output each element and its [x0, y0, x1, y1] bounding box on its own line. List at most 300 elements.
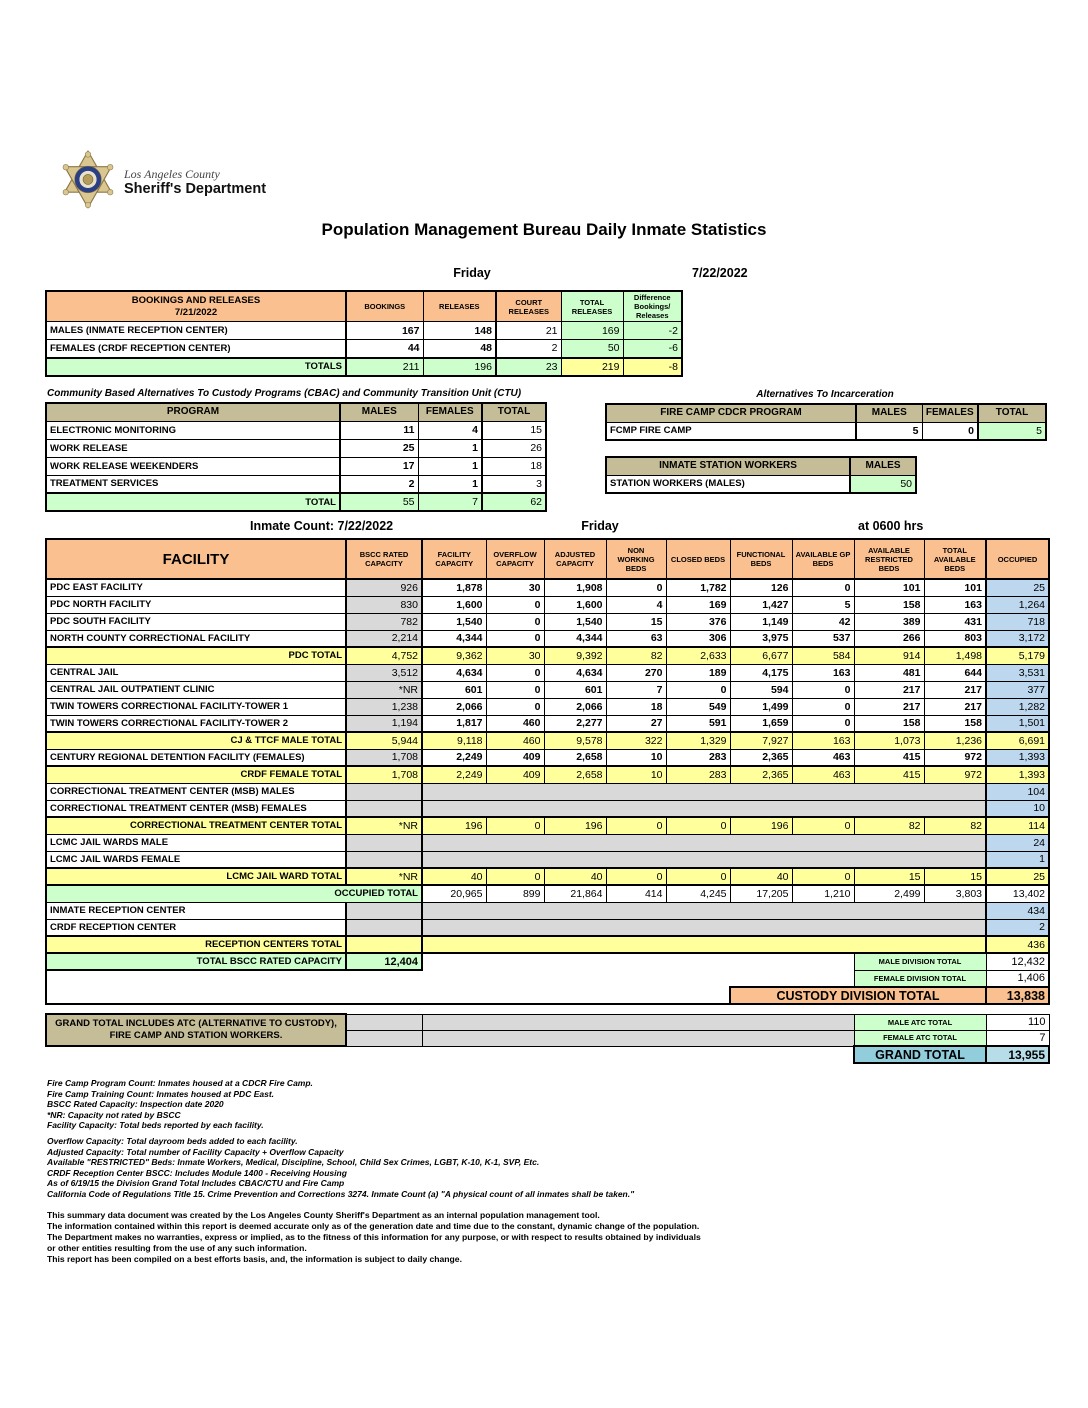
cell-value: 30: [486, 579, 544, 596]
cell-value: 21,864: [544, 885, 606, 902]
table-row: [46, 630, 1049, 647]
column-header: FIRE CAMP CDCR PROGRAM: [606, 404, 856, 422]
cell-bscc: 830: [346, 596, 422, 613]
cell-court-releases: 23: [496, 358, 561, 376]
program-label: TREATMENT SERVICES: [46, 475, 340, 493]
cell-value: 169: [666, 596, 730, 613]
merged-cell: [422, 902, 986, 919]
cell-bscc: [346, 902, 422, 919]
program-label: STATION WORKERS (MALES): [606, 475, 850, 493]
footnote-line: As of 6/19/15 the Division Grand Total Includes CBAC/CTU and Fire Camp: [47, 1178, 345, 1189]
merged-cell: [422, 800, 986, 817]
footnote-line: Adjusted Capacity: Total number of Facility Capacity + Overflow Capacity: [47, 1146, 344, 1157]
cell-occupied: 3,172: [986, 630, 1049, 647]
table-row: [46, 647, 1049, 664]
cell-value: 415: [854, 766, 924, 783]
cell-value: 0: [666, 868, 730, 885]
table-row: [46, 613, 1049, 630]
cell-bscc: [346, 834, 422, 851]
column-header: INMATE STATION WORKERS: [606, 457, 850, 475]
column-header: FACILITY CAPACITY: [422, 539, 486, 579]
column-header: MALES: [340, 403, 418, 421]
cell-bscc: 2,214: [346, 630, 422, 647]
cell-value: 6,677: [730, 647, 792, 664]
cell-bscc: 1,238: [346, 698, 422, 715]
cell-occupied: 6,691: [986, 732, 1049, 749]
report-date: 7/22/2022: [692, 266, 748, 280]
cell-occupied: 25: [986, 579, 1049, 596]
facility-label: TWIN TOWERS CORRECTIONAL FACILITY-TOWER 2: [46, 715, 346, 732]
bscc-total-label: TOTAL BSCC RATED CAPACITY: [46, 953, 346, 970]
column-header: RELEASES: [423, 291, 496, 322]
table-row: [46, 800, 1049, 817]
cell-value: 42: [792, 613, 854, 630]
table-row: [46, 664, 1049, 681]
cell-value: 18: [606, 698, 666, 715]
total-label: PDC TOTAL: [46, 647, 346, 664]
cell-value: 0: [486, 698, 544, 715]
cell-value: 409: [486, 749, 544, 766]
cell-total: 3: [482, 475, 546, 493]
cell-value: 40: [422, 868, 486, 885]
facility-label: CENTRAL JAIL: [46, 664, 346, 681]
cell-females: 0: [922, 422, 978, 440]
table-row: [46, 868, 1049, 885]
station-workers-table: [605, 456, 917, 494]
table-row: [46, 1014, 1049, 1030]
cbac-table: [45, 402, 547, 512]
cell-bscc: 3,512: [346, 664, 422, 681]
cell-value: 63: [606, 630, 666, 647]
table-row: [46, 322, 682, 340]
table-row: [46, 579, 1049, 596]
cell-value: 17,205: [730, 885, 792, 902]
cell-value: 431: [924, 613, 986, 630]
column-header: MALES: [850, 457, 916, 475]
bookings-header: [46, 291, 346, 322]
facility-label: TWIN TOWERS CORRECTIONAL FACILITY-TOWER 1: [46, 698, 346, 715]
cell-value: 601: [422, 681, 486, 698]
cell-value: 217: [854, 698, 924, 715]
table-row: [46, 987, 1049, 1004]
spacer: [46, 970, 854, 987]
table-row: [46, 749, 1049, 766]
cell-value: 0: [486, 630, 544, 647]
cell-value: 0: [792, 817, 854, 834]
cell-occupied: 718: [986, 613, 1049, 630]
cell-value: 2,499: [854, 885, 924, 902]
footnote-line: Overflow Capacity: Total dayroom beds added to each facility.: [47, 1135, 298, 1146]
cell-males: 11: [340, 421, 418, 439]
cell-value: 15: [854, 868, 924, 885]
atc-total-value: 7: [986, 1030, 1049, 1046]
table-row: [46, 493, 546, 511]
cell-difference: -2: [623, 322, 682, 340]
inmate-count-label: Inmate Count: 7/22/2022: [250, 519, 394, 533]
cell-bscc: *NR: [346, 868, 422, 885]
cell-total-releases: 50: [561, 340, 623, 358]
custody-division-total-value: 13,838: [986, 987, 1049, 1004]
spacer-cell: [346, 1030, 422, 1046]
column-header: MALES: [856, 404, 922, 422]
cell-value: 7: [606, 681, 666, 698]
column-header: ADJUSTED CAPACITY: [544, 539, 606, 579]
column-header: NON WORKING BEDS: [606, 539, 666, 579]
cell-value: 0: [792, 579, 854, 596]
cell-value: 463: [792, 766, 854, 783]
cell-value: 4,634: [544, 664, 606, 681]
footnote-line: Available "RESTRICTED" Beds: Inmate Workers, Medical, Discipline, School, Child Sex Crimes, LGBT, K-10, K-1, SVP, Etc.: [47, 1157, 540, 1168]
cell-value: 1,600: [422, 596, 486, 613]
cell-value: 1,540: [422, 613, 486, 630]
spacer: [46, 1046, 854, 1063]
atc-total-label: FEMALE ATC TOTAL: [854, 1030, 986, 1046]
division-total-value: 1,406: [986, 970, 1049, 987]
cell-occupied: 1: [986, 851, 1049, 868]
cell-value: 0: [666, 817, 730, 834]
facility-label: CORRECTIONAL TREATMENT CENTER (MSB) MALES: [46, 783, 346, 800]
table-row: [46, 715, 1049, 732]
footnote-line: CRDF Reception Center BSCC: Includes Module 1400 - Receiving Housing: [47, 1167, 347, 1178]
disclaimer-line: This report has been compiled on a best efforts basis, and, the information is subject to daily change.: [47, 1254, 462, 1264]
cell-total: 26: [482, 439, 546, 457]
cell-value: 1,427: [730, 596, 792, 613]
column-header: FEMALES: [922, 404, 978, 422]
total-label: CORRECTIONAL TREATMENT CENTER TOTAL: [46, 817, 346, 834]
atc-total-value: 110: [986, 1014, 1049, 1030]
cell-value: 3,975: [730, 630, 792, 647]
table-row: [46, 732, 1049, 749]
facility-label: INMATE RECEPTION CENTER: [46, 902, 346, 919]
footnote-line: Fire Camp Training Count: Inmates housed at PDC East.: [47, 1088, 275, 1099]
total-label: CJ & TTCF MALE TOTAL: [46, 732, 346, 749]
cell-value: 601: [544, 681, 606, 698]
cell-value: 1,540: [544, 613, 606, 630]
facility-label: CORRECTIONAL TREATMENT CENTER (MSB) FEMALES: [46, 800, 346, 817]
program-label: ELECTRONIC MONITORING: [46, 421, 340, 439]
cell-releases: 48: [423, 340, 496, 358]
cell-value: 0: [486, 817, 544, 834]
cell-value: 4: [606, 596, 666, 613]
cell-value: 2,365: [730, 749, 792, 766]
cell-value: 0: [486, 664, 544, 681]
cell-value: 10: [606, 749, 666, 766]
table-row: [46, 421, 546, 439]
bookings-header-date: 7/21/2022: [174, 306, 218, 318]
cell-value: 2,249: [422, 749, 486, 766]
table-row: [46, 902, 1049, 919]
cell-value: 2,277: [544, 715, 606, 732]
table-row: [46, 817, 1049, 834]
cell-bookings: 44: [346, 340, 423, 358]
cell-value: 415: [854, 749, 924, 766]
cell-value: 1,073: [854, 732, 924, 749]
column-header: TOTAL: [978, 404, 1046, 422]
cell-releases: 148: [423, 322, 496, 340]
cell-value: 549: [666, 698, 730, 715]
merged-cell: [422, 919, 986, 936]
cell-bscc-empty: [346, 936, 422, 953]
division-total-value: 12,432: [986, 953, 1049, 970]
cell-bookings: 167: [346, 322, 423, 340]
cell-value: 82: [606, 647, 666, 664]
cell-value: 322: [606, 732, 666, 749]
cell-bscc: 782: [346, 613, 422, 630]
table-row: [46, 439, 546, 457]
cell-total: 15: [482, 421, 546, 439]
cell-value: 460: [486, 715, 544, 732]
table-row: [606, 457, 916, 475]
cell-occupied: 1,264: [986, 596, 1049, 613]
cell-value: 163: [792, 732, 854, 749]
facility-label: CRDF RECEPTION CENTER: [46, 919, 346, 936]
cell-value: 2,249: [422, 766, 486, 783]
cell-value: 217: [924, 698, 986, 715]
cell-value: 0: [606, 579, 666, 596]
cell-value: 1,210: [792, 885, 854, 902]
cell-value: 82: [854, 817, 924, 834]
cell-value: 594: [730, 681, 792, 698]
facility-label: PDC EAST FACILITY: [46, 579, 346, 596]
column-header: TOTAL RELEASES: [561, 291, 623, 322]
cell-value: 82: [924, 817, 986, 834]
total-label: CRDF FEMALE TOTAL: [46, 766, 346, 783]
cell-value: 15: [924, 868, 986, 885]
cell-value: 0: [606, 868, 666, 885]
cell-value: 1,782: [666, 579, 730, 596]
ati-title: Alternatives To Incarceration: [756, 389, 894, 400]
program-label: WORK RELEASE: [46, 439, 340, 457]
cell-value: 0: [666, 681, 730, 698]
table-row: [606, 422, 1046, 440]
cell-value: 1,236: [924, 732, 986, 749]
cell-value: 4,175: [730, 664, 792, 681]
column-header: Difference Bookings/ Releases: [623, 291, 682, 322]
cell-bscc: [346, 851, 422, 868]
lasd-logo: [60, 150, 266, 215]
cell-occupied: 25: [986, 868, 1049, 885]
table-row: [46, 403, 546, 421]
cbac-title: Community Based Alternatives To Custody Programs (CBAC) and Community Transition Unit (CTU): [47, 388, 522, 399]
cell-value: 15: [606, 613, 666, 630]
division-total-label: MALE DIVISION TOTAL: [854, 953, 986, 970]
cell-value: 0: [792, 868, 854, 885]
cell-value: 389: [854, 613, 924, 630]
total-label: LCMC JAIL WARD TOTAL: [46, 868, 346, 885]
cell-value: 0: [486, 613, 544, 630]
cell-value: 0: [792, 681, 854, 698]
cell-occupied: 13,402: [986, 885, 1049, 902]
footnote-line: California Code of Regulations Title 15. Crime Prevention and Corrections 3274. Inmate Count (a) "A physical count of all inmates shall be taken.": [47, 1188, 635, 1199]
bookings-table: [45, 290, 683, 377]
table-row: [46, 919, 1049, 936]
cell-value: 163: [792, 664, 854, 681]
cell-total: 5: [978, 422, 1046, 440]
footnotes: [47, 1078, 1037, 1200]
spacer-cell: [422, 1014, 854, 1030]
cell-value: 217: [854, 681, 924, 698]
cell-value: 0: [486, 868, 544, 885]
cell-value: 283: [666, 766, 730, 783]
cell-females: 1: [418, 475, 482, 493]
merged-cell: [422, 783, 986, 800]
cell-bscc: 1,194: [346, 715, 422, 732]
cell-value: 2,658: [544, 749, 606, 766]
cell-occupied: 2: [986, 919, 1049, 936]
facility-label: CENTRAL JAIL OUTPATIENT CLINIC: [46, 681, 346, 698]
cell-value: 20,965: [422, 885, 486, 902]
cell-value: 481: [854, 664, 924, 681]
cell-value: 270: [606, 664, 666, 681]
cell-males: 50: [850, 475, 916, 493]
cell-value: 196: [422, 817, 486, 834]
table-row: [46, 291, 682, 322]
weekday-label: Friday: [453, 266, 491, 280]
cell-value: 7,927: [730, 732, 792, 749]
cell-occupied: 1,393: [986, 766, 1049, 783]
bookings-header-line: BOOKINGS AND RELEASES: [131, 295, 261, 307]
cell-value: 460: [486, 732, 544, 749]
column-header: TOTAL: [482, 403, 546, 421]
column-header: CLOSED BEDS: [666, 539, 730, 579]
spacer: [422, 953, 854, 970]
cell-value: 40: [730, 868, 792, 885]
disclaimer-line: or other entities resulting from the use of any such information.: [47, 1243, 307, 1253]
cell-males: 5: [856, 422, 922, 440]
cell-value: 196: [730, 817, 792, 834]
cell-occupied: 434: [986, 902, 1049, 919]
program-label: WORK RELEASE WEEKENDERS: [46, 457, 340, 475]
cell-value: 0: [792, 715, 854, 732]
merged-cell: [422, 851, 986, 868]
row-label: MALES (INMATE RECEPTION CENTER): [46, 322, 346, 340]
grand-total-table: [45, 1013, 1050, 1064]
logo-county-text: Los Angeles County: [124, 167, 220, 181]
spacer-cell: [422, 1030, 854, 1046]
column-header: OCCUPIED: [986, 539, 1049, 579]
cell-value: 2,066: [544, 698, 606, 715]
row-label: FEMALES (CRDF RECEPTION CENTER): [46, 340, 346, 358]
cell-value: 5: [792, 596, 854, 613]
cell-value: 4,344: [422, 630, 486, 647]
cell-value: 266: [854, 630, 924, 647]
cell-value: 899: [486, 885, 544, 902]
cell-occupied: 1,501: [986, 715, 1049, 732]
fire-camp-table: [605, 403, 1047, 441]
cell-difference: -8: [623, 358, 682, 376]
cell-value: 0: [486, 596, 544, 613]
column-header: OVERFLOW CAPACITY: [486, 539, 544, 579]
cell-value: 4,245: [666, 885, 730, 902]
cell-bookings: 211: [346, 358, 423, 376]
column-header: BOOKINGS: [346, 291, 423, 322]
grand-total-value: 13,955: [986, 1046, 1049, 1063]
cell-value: 40: [544, 868, 606, 885]
cell-value: 409: [486, 766, 544, 783]
column-header: FUNCTIONAL BEDS: [730, 539, 792, 579]
footnote-line: Facility Capacity: Total beds reported by each facility.: [47, 1120, 264, 1131]
cell-males: 55: [340, 493, 418, 511]
cell-males: 25: [340, 439, 418, 457]
cell-bscc: *NR: [346, 681, 422, 698]
cell-value: 196: [544, 817, 606, 834]
facility-label: PDC NORTH FACILITY: [46, 596, 346, 613]
cell-occupied: 5,179: [986, 647, 1049, 664]
cell-value: 1,878: [422, 579, 486, 596]
merged-cell: [422, 936, 986, 953]
cell-value: 2,066: [422, 698, 486, 715]
cell-value: 803: [924, 630, 986, 647]
cell-females: 4: [418, 421, 482, 439]
cell-value: 27: [606, 715, 666, 732]
table-row: [46, 457, 546, 475]
facility-label: CENTURY REGIONAL DETENTION FACILITY (FEMALES): [46, 749, 346, 766]
totals-label: TOTALS: [46, 358, 346, 376]
table-row: [46, 970, 1049, 987]
cell-value: 537: [792, 630, 854, 647]
occupied-total-label: OCCUPIED TOTAL: [46, 885, 422, 902]
cell-bscc: [346, 783, 422, 800]
cell-value: 9,118: [422, 732, 486, 749]
table-row: [46, 475, 546, 493]
merged-cell: [422, 834, 986, 851]
disclaimer-line: This summary data document was created by the Los Angeles County Sheriff's Department as an internal population management tool.: [47, 1210, 600, 1220]
cell-value: 101: [924, 579, 986, 596]
cell-occupied: 1,282: [986, 698, 1049, 715]
column-header: BSCC RATED CAPACITY: [346, 539, 422, 579]
footnote-line: *NR: Capacity not rated by BSCC: [47, 1109, 181, 1120]
cell-value: 306: [666, 630, 730, 647]
cell-value: 376: [666, 613, 730, 630]
cell-value: 0: [486, 681, 544, 698]
cell-value: 30: [486, 647, 544, 664]
grand-note: GRAND TOTAL INCLUDES ATC (ALTERNATIVE TO CUSTODY), FIRE CAMP AND STATION WORKERS.: [46, 1014, 346, 1046]
cell-court-releases: 2: [496, 340, 561, 358]
cell-males: 2: [340, 475, 418, 493]
table-row: [46, 340, 682, 358]
cell-value: 1,659: [730, 715, 792, 732]
table-row: [606, 475, 916, 493]
cell-value: 1,499: [730, 698, 792, 715]
cell-value: 1,908: [544, 579, 606, 596]
cell-value: 463: [792, 749, 854, 766]
total-label: RECEPTION CENTERS TOTAL: [46, 936, 346, 953]
footnote-line: Fire Camp Program Count: Inmates housed at a CDCR Fire Camp.: [47, 1078, 313, 1088]
cell-bscc: 5,944: [346, 732, 422, 749]
total-label: TOTAL: [46, 493, 340, 511]
cell-value: 972: [924, 749, 986, 766]
facility-table: [45, 538, 1050, 1005]
table-row: [46, 766, 1049, 783]
cell-occupied: 114: [986, 817, 1049, 834]
facility-label: NORTH COUNTY CORRECTIONAL FACILITY: [46, 630, 346, 647]
cell-value: 1,329: [666, 732, 730, 749]
cell-occupied: 104: [986, 783, 1049, 800]
cell-value: 126: [730, 579, 792, 596]
disclaimer: [47, 1210, 1057, 1265]
facility-label: PDC SOUTH FACILITY: [46, 613, 346, 630]
table-row: [46, 953, 1049, 970]
cell-value: 189: [666, 664, 730, 681]
cell-bscc: 1,708: [346, 766, 422, 783]
spacer-cell: [346, 1014, 422, 1030]
cell-value: 101: [854, 579, 924, 596]
table-row: [46, 936, 1049, 953]
cell-value: 4,634: [422, 664, 486, 681]
cell-value: 0: [792, 698, 854, 715]
cell-females: 1: [418, 439, 482, 457]
table-row: [46, 783, 1049, 800]
